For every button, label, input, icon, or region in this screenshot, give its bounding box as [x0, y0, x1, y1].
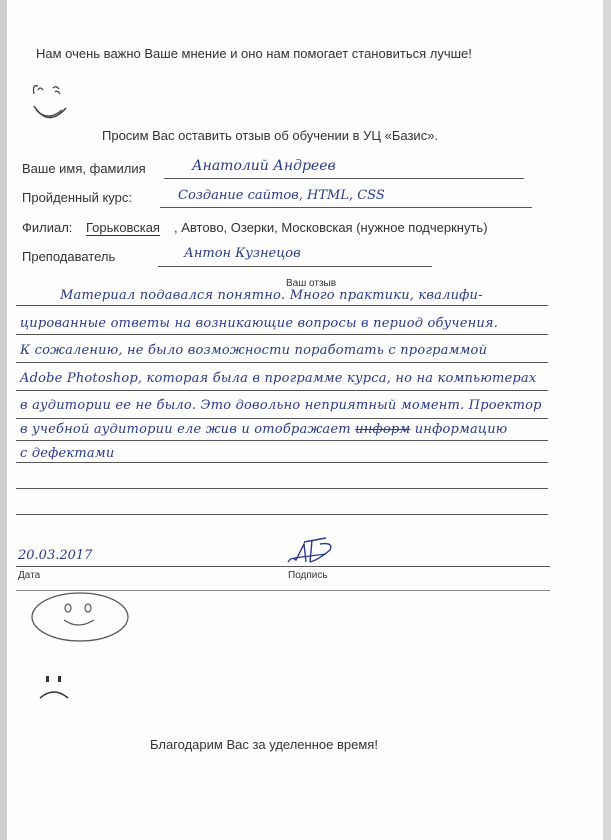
teacher-line: [158, 266, 432, 267]
crossed-out-word: информ: [355, 422, 411, 437]
smiley-face-icon: [26, 80, 72, 132]
feedback-line-text: Adobe Photoshop, которая была в программе курса, но на компьютерах: [20, 371, 537, 386]
scan-edge-right: [603, 0, 611, 840]
course-value: Создание сайтов, HTML, CSS: [178, 188, 385, 203]
feedback-line-text: с дефектами: [20, 446, 115, 461]
date-value: 20.03.2017: [18, 548, 93, 563]
name-label: Ваше имя, фамилия: [22, 161, 146, 176]
thanks-text: Благодарим Вас за уделенное время!: [150, 737, 378, 752]
name-line: [164, 178, 524, 179]
feedback-line-9: [16, 514, 548, 515]
signature-label: Подпись: [288, 570, 328, 581]
form-title: Просим Вас оставить отзыв об обучении в УЦ «Базис».: [102, 128, 439, 143]
header-text: Нам очень важно Ваше мнение и оно нам помогает становиться лучше!: [36, 46, 472, 61]
feedback-text: [14, 284, 562, 474]
branch-other-options: , Автово, Озерки, Московская (нужное подчеркнуть): [174, 220, 488, 235]
feedback-label: Ваш отзыв: [286, 278, 337, 289]
feedback-line-7-end: информацию: [414, 422, 508, 437]
scan-edge-left: [0, 0, 7, 840]
feedback-line-text: в аудитории ее не было. Это довольно неприятный момент. Проектор: [20, 398, 542, 413]
happy-face-icon: [28, 590, 132, 644]
signature-mark: [282, 532, 346, 568]
course-label: Пройденный курс:: [22, 190, 132, 205]
branch-label: Филиал:: [22, 220, 73, 235]
teacher-value: Антон Кузнецов: [184, 246, 301, 261]
feedback-line-text: К сожалению, не было возможности поработать с программой: [20, 343, 488, 358]
teacher-label: Преподаватель: [22, 249, 116, 264]
date-label: Дата: [18, 570, 41, 581]
feedback-line-text: Материал подавался понятно. Много практики, квалифи-: [60, 288, 483, 303]
feedback-line-text: [20, 422, 556, 437]
name-value: Анатолий Андреев: [192, 158, 336, 174]
feedback-line-8: [16, 488, 548, 489]
branch-selected: Горьковская: [86, 220, 160, 235]
sad-face-icon: [34, 670, 74, 704]
feedback-line-text: цированные ответы на возникающие вопросы в период обучения.: [20, 316, 499, 331]
course-line: [160, 207, 532, 208]
feedback-line-7-start: в учебной аудитории еле жив и отображает: [20, 422, 351, 437]
